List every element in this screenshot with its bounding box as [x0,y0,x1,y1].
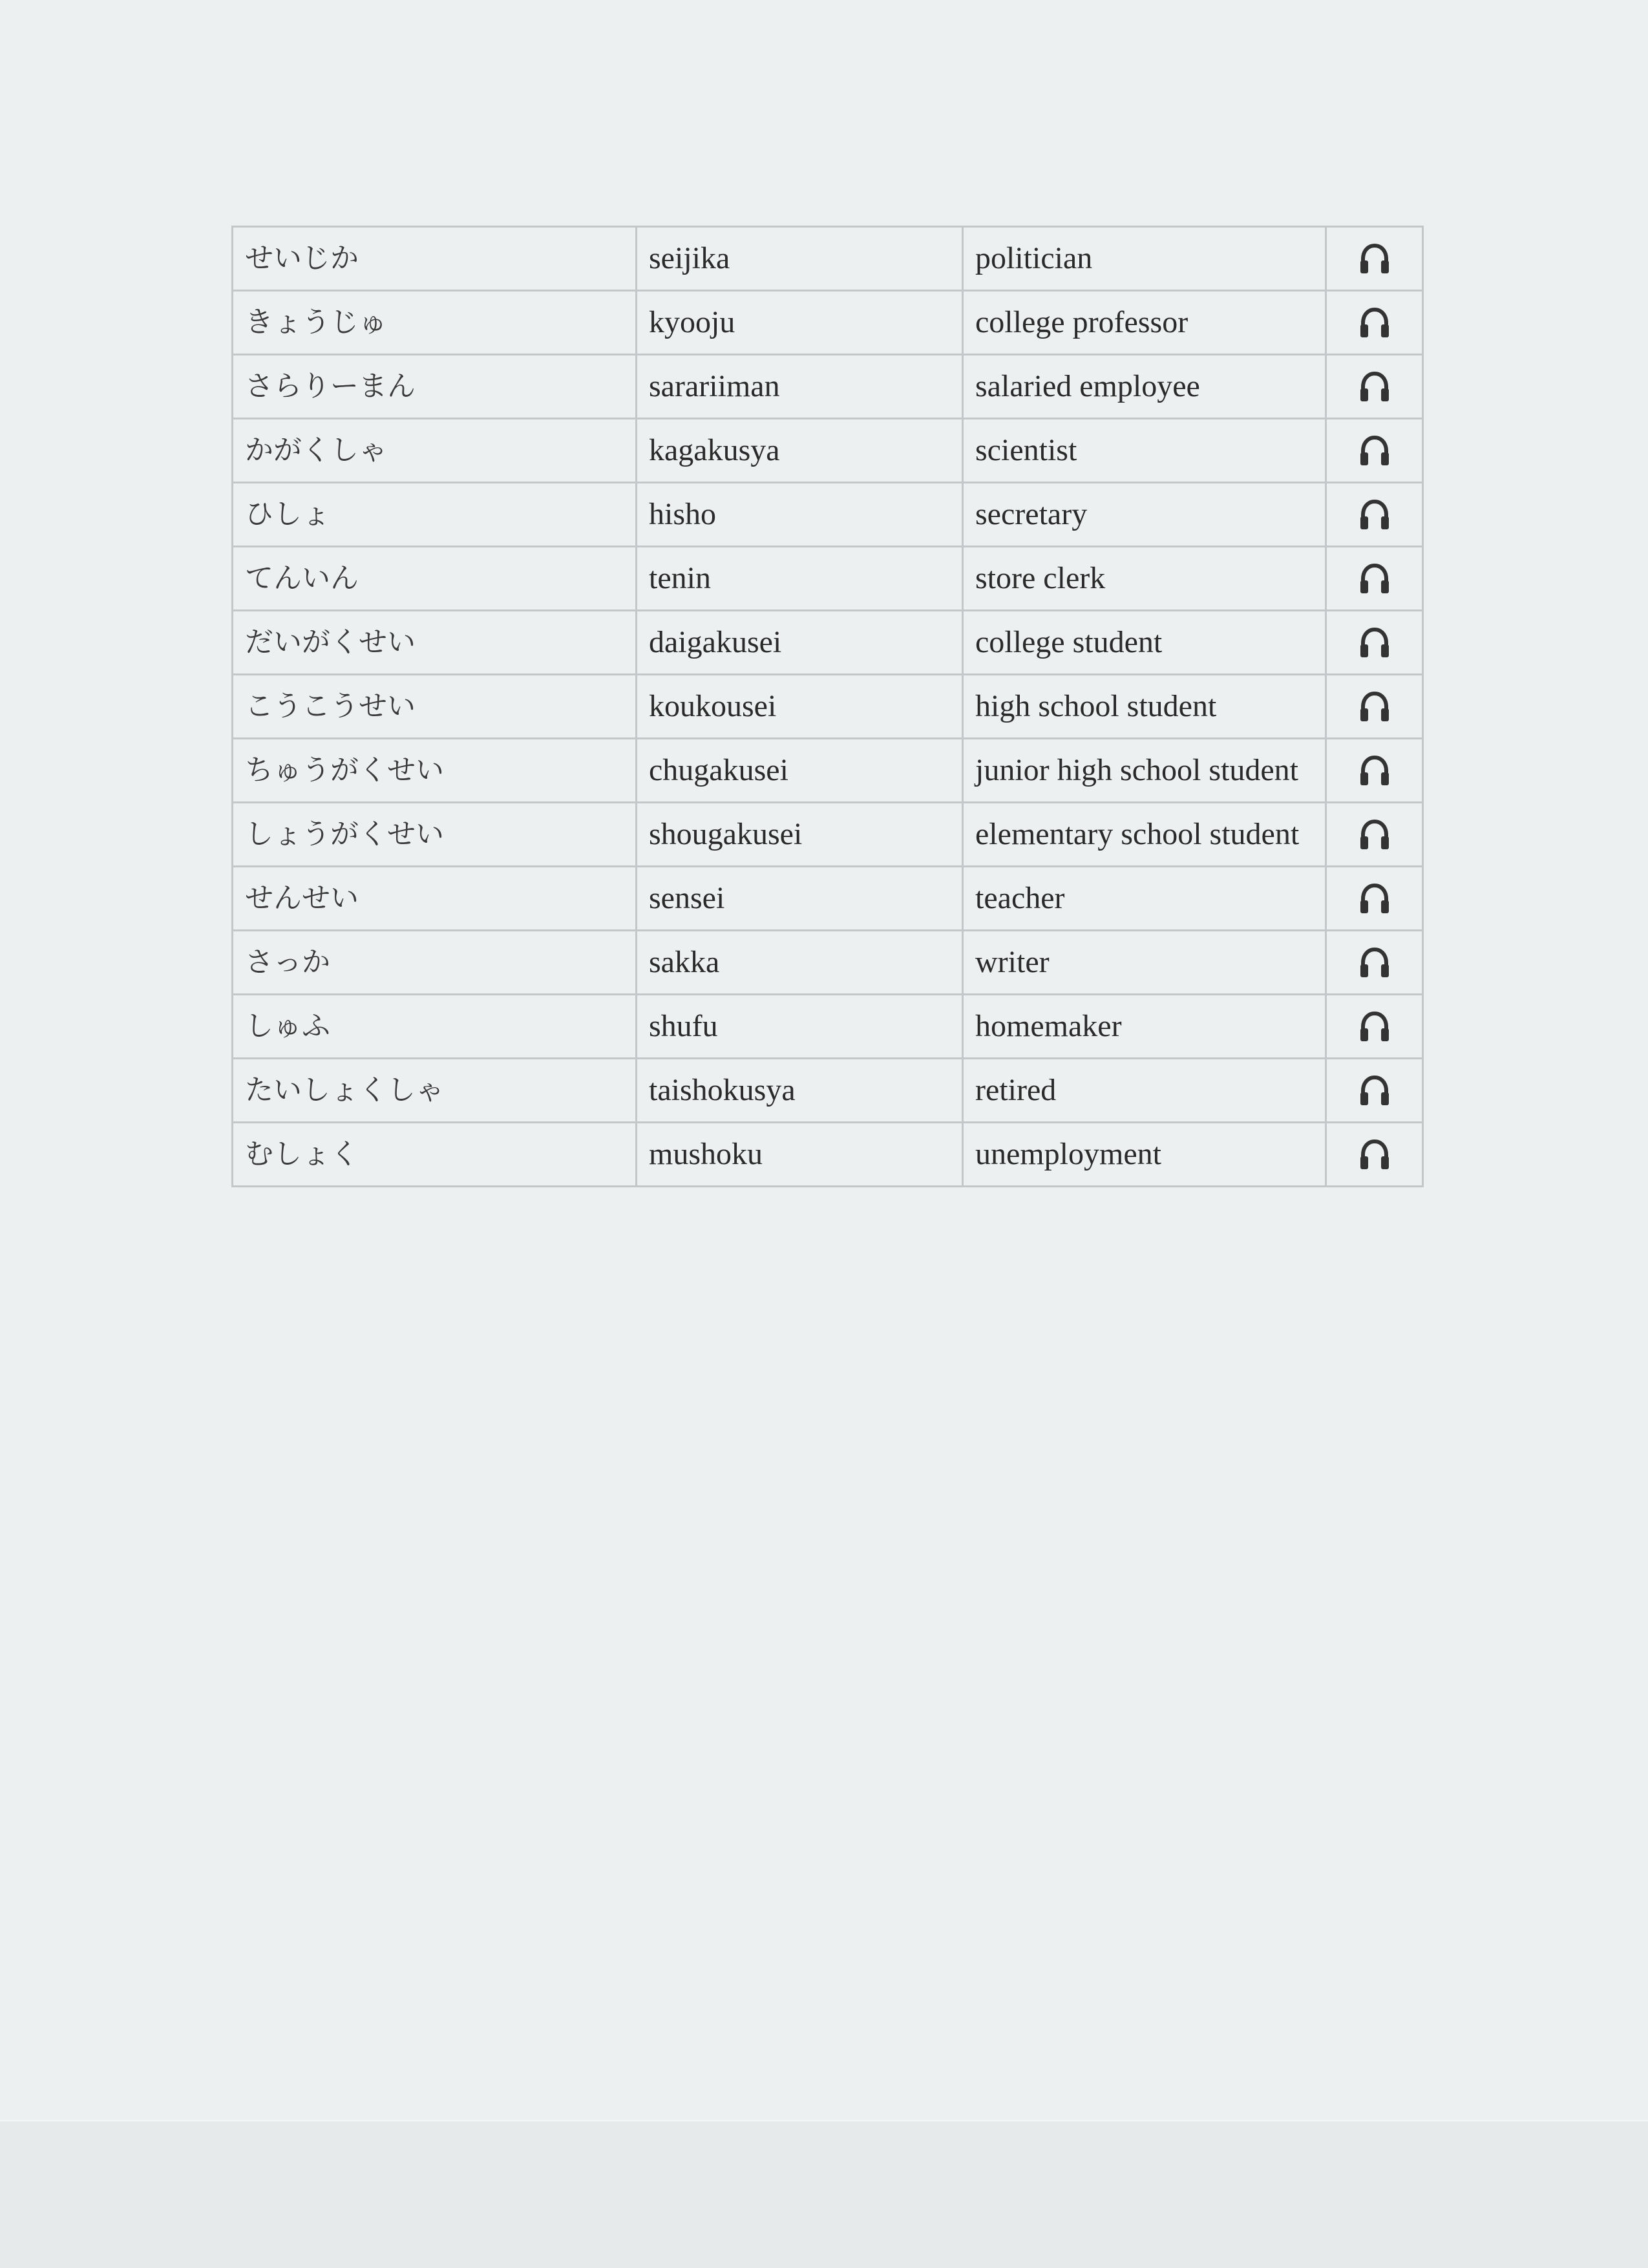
romaji-cell: tenin [637,547,963,611]
audio-cell[interactable] [1326,355,1423,419]
kana-cell: せいじか [233,227,637,291]
romaji-cell: kyooju [637,291,963,355]
romaji-cell: taishokusya [637,1059,963,1123]
audio-cell[interactable] [1326,611,1423,675]
kana-cell: さっか [233,931,637,995]
table-row [233,739,1423,803]
table-row [233,291,1423,355]
english-cell: politician [963,227,1326,291]
headphone-icon[interactable] [1359,498,1390,532]
table-row [233,1123,1423,1187]
headphone-icon[interactable] [1359,242,1390,276]
audio-cell[interactable] [1326,995,1423,1059]
kana-cell: むしょく [233,1123,637,1187]
table-row [233,611,1423,675]
headphone-icon[interactable] [1359,946,1390,980]
romaji-cell: shufu [637,995,963,1059]
headphone-icon[interactable] [1359,818,1390,852]
scanner-bed-strip [0,2120,1648,2268]
kana-cell: かがくしゃ [233,419,637,483]
romaji-cell: shougakusei [637,803,963,867]
english-cell: college student [963,611,1326,675]
table-row [233,1059,1423,1123]
english-cell: store clerk [963,547,1326,611]
headphone-icon[interactable] [1359,690,1390,724]
audio-cell[interactable] [1326,1123,1423,1187]
romaji-cell: sarariiman [637,355,963,419]
table-row [233,803,1423,867]
headphone-icon[interactable] [1359,882,1390,916]
romaji-cell: sensei [637,867,963,931]
kana-cell: せんせい [233,867,637,931]
english-cell: retired [963,1059,1326,1123]
audio-cell[interactable] [1326,291,1423,355]
english-cell: salaried employee [963,355,1326,419]
kana-cell: ちゅうがくせい [233,739,637,803]
kana-cell: ひしょ [233,483,637,547]
romaji-cell: hisho [637,483,963,547]
table-row [233,227,1423,291]
headphone-icon[interactable] [1359,434,1390,468]
kana-cell: しゅふ [233,995,637,1059]
audio-cell[interactable] [1326,675,1423,739]
romaji-cell: kagakusya [637,419,963,483]
audio-cell[interactable] [1326,803,1423,867]
table-row [233,419,1423,483]
english-cell: secretary [963,483,1326,547]
headphone-icon[interactable] [1359,1010,1390,1044]
romaji-cell: daigakusei [637,611,963,675]
english-cell: unemployment [963,1123,1326,1187]
table-row [233,483,1423,547]
vocabulary-table-body [233,227,1423,1187]
audio-cell[interactable] [1326,483,1423,547]
headphone-icon[interactable] [1359,626,1390,660]
table-row [233,867,1423,931]
kana-cell: たいしょくしゃ [233,1059,637,1123]
romaji-cell: seijika [637,227,963,291]
headphone-icon[interactable] [1359,1074,1390,1108]
audio-cell[interactable] [1326,419,1423,483]
romaji-cell: mushoku [637,1123,963,1187]
english-cell: college professor [963,291,1326,355]
english-cell: writer [963,931,1326,995]
english-cell: scientist [963,419,1326,483]
audio-cell[interactable] [1326,931,1423,995]
english-cell: high school student [963,675,1326,739]
table-row [233,675,1423,739]
romaji-cell: chugakusei [637,739,963,803]
headphone-icon[interactable] [1359,306,1390,340]
kana-cell: きょうじゅ [233,291,637,355]
english-cell: homemaker [963,995,1326,1059]
audio-cell[interactable] [1326,867,1423,931]
headphone-icon[interactable] [1359,562,1390,596]
audio-cell[interactable] [1326,227,1423,291]
english-cell: junior high school student [963,739,1326,803]
kana-cell: さらりーまん [233,355,637,419]
headphone-icon[interactable] [1359,1138,1390,1172]
table-row [233,547,1423,611]
kana-cell: てんいん [233,547,637,611]
kana-cell: こうこうせい [233,675,637,739]
audio-cell[interactable] [1326,547,1423,611]
headphone-icon[interactable] [1359,370,1390,404]
headphone-icon[interactable] [1359,754,1390,788]
table-row [233,995,1423,1059]
audio-cell[interactable] [1326,739,1423,803]
table-row [233,931,1423,995]
kana-cell: だいがくせい [233,611,637,675]
kana-cell: しょうがくせい [233,803,637,867]
english-cell: teacher [963,867,1326,931]
english-cell: elementary school student [963,803,1326,867]
romaji-cell: koukousei [637,675,963,739]
table-row [233,355,1423,419]
romaji-cell: sakka [637,931,963,995]
audio-cell[interactable] [1326,1059,1423,1123]
vocabulary-table [231,226,1424,1187]
